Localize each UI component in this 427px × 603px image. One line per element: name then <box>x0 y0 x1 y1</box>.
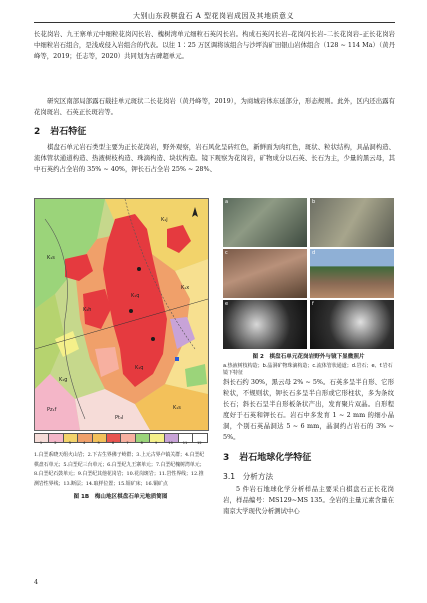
map-unit-label: K₁q <box>135 365 144 371</box>
photo-panel-label: a <box>225 199 229 205</box>
section-title: 岩石地球化学特征 <box>239 453 312 463</box>
subsection-heading: 3.1 分析方法 <box>223 472 274 481</box>
legend-swatch-number: 2 <box>54 441 57 445</box>
photo-panel <box>223 249 307 298</box>
map-unit-label: K₁h <box>83 307 92 313</box>
intro-paragraph-1: 长花岗岩、九王寨单元中细粒花岗闪长岩、槐树湾单元细粒石英闪长岩。构成石英闪长岩–花岗闪长岩–二长花岗岩–正长花岗岩中细粒岩石组合，是浅成侵入岩组合的代表。以往 1∶25 万区调将该组合与沙坪沟矿田银山岩体组合（128 ~ 114 Ma）（黄丹峰等，2019；任志等，2020）共同划为古碑超单元。 <box>34 30 395 60</box>
legend-swatch-number: 9 <box>155 441 158 445</box>
photo-grid <box>223 198 394 349</box>
map-unit-label: K₁s <box>173 405 181 411</box>
legend-swatch-number: 11 <box>182 441 188 445</box>
legend-swatch-number: 6 <box>111 441 115 445</box>
map-unit-label: K₁j <box>161 217 168 223</box>
running-head: 大别山东段棋盘石 A 型花岗岩成因及其地质意义 <box>132 12 294 20</box>
photo-panel <box>223 198 307 247</box>
section-number: 3 <box>223 453 230 463</box>
legend-swatch-number: 7 <box>126 441 129 445</box>
page-number: 4 <box>34 578 39 586</box>
photo-panel-label: b <box>312 199 316 205</box>
map-unit-label: Pz₁f <box>47 407 57 413</box>
map-unit-label: Pt₃l <box>115 415 124 421</box>
map-unit-label: K₁s <box>47 255 55 261</box>
photo-panel-label: c <box>225 250 228 256</box>
right-column-paragraph: 斜长石约 30%，黑云母 2% ~ 5%。石英多呈半自形、它形粒状，不规则状，钾长石多呈半自形或它形柱状，多为条纹长石；斜长石呈半自形板条状产出，发育聚片双晶。自形程度好于石英和钾长石。岩石中多发育 1 ~ 2 mm 的细小晶洞，个别石英晶洞达 5 ~ 6 mm，晶洞约占岩石的 3% ~ 5%。 <box>223 378 394 441</box>
photo-panel <box>310 249 394 298</box>
legend-swatch-number: 12 <box>197 441 202 445</box>
intro-paragraph-2: 研究区南部局部露石载挂单元斑状二长花岗岩（黄丹峰等，2019），为商城岩体东延部分，形态规则。此外，区内还出露有花岗斑岩、石英正长斑岩等。 <box>34 97 395 116</box>
section-number: 2 <box>34 127 41 137</box>
legend-swatch-number: 8 <box>140 441 143 445</box>
legend-swatch-number: 3 <box>68 441 71 445</box>
legend-swatch-number: 5 <box>97 441 100 445</box>
map-legend-text: 1.白垩系晓天组火山岩；2.下古生界佛子岭群；3.上元古界卢镇关群；4.白垩纪棋盘石单元；5.白垩纪三台单元；6.白垩纪九王寨单元；7.白垩纪槐树湾单元；8.白垩纪石鼓单元；9.白垩纪其他花岗岩；10.花岗斑岩；11.岩性界线；12.推测岩性界线；13.断层；14.取样位置；15.钼矿床；16.铜矿点 <box>34 452 205 487</box>
photo-panel <box>310 300 394 349</box>
figure-2-subcaption: a.热液树枝构造；b.晶洞矿物珠滴构造；c.流体管状通道；d.岩石；e、f.岩石镜下特征 <box>223 363 393 376</box>
geological-map <box>34 198 209 431</box>
geological-map-graphic <box>35 199 208 430</box>
section-2-paragraph: 棋盘石单元岩石类型主要为正长花岗岩，野外观察，岩石风化呈砖红色，新鲜面为肉红色，斑状、粒状结构，具晶洞构造、流体管状通道构造、热液树枝构造、珠滴构造、块状构造。镜下观察为花岗岩，矿物成分以石英、长石为主，少量的黑云母，其中石英约占全岩的 35% ~ 40%，钾长石占全岩 25% ~ 28%、 <box>34 143 395 173</box>
figure-2-caption: 图 2 棋盘石单元花岗岩野外与镜下显微照片 <box>252 354 365 360</box>
header-rule <box>34 22 395 23</box>
legend-swatch-number: 4 <box>83 441 86 445</box>
photo-panel <box>223 300 307 349</box>
section-title: 岩石特征 <box>50 127 87 137</box>
map-unit-label: K₁q <box>131 293 140 299</box>
figure-1-caption: 图 1B 梅山地区棋盘石单元地质简图 <box>73 494 168 500</box>
photo-panel <box>310 198 394 247</box>
legend-swatch-number: 1 <box>39 441 43 445</box>
subsection-paragraph: 5 件岩石地球化学分析样品主要采自棋盘石正长花岗岩，样品编号：MS129~MS 135。全岩的主量元素含量在南京大学现代分析测试中心 <box>223 485 394 515</box>
photo-panel-label: e <box>225 301 229 307</box>
photo-panel-label: f <box>312 301 314 307</box>
section-2-heading <box>34 124 86 137</box>
section-3-heading <box>223 450 311 463</box>
photo-panel-label: d <box>312 250 316 256</box>
map-legend <box>34 431 207 444</box>
legend-swatch-number: 10 <box>168 441 173 445</box>
map-unit-label: K₁x <box>181 285 190 291</box>
map-unit-label: K₁g <box>59 377 68 383</box>
